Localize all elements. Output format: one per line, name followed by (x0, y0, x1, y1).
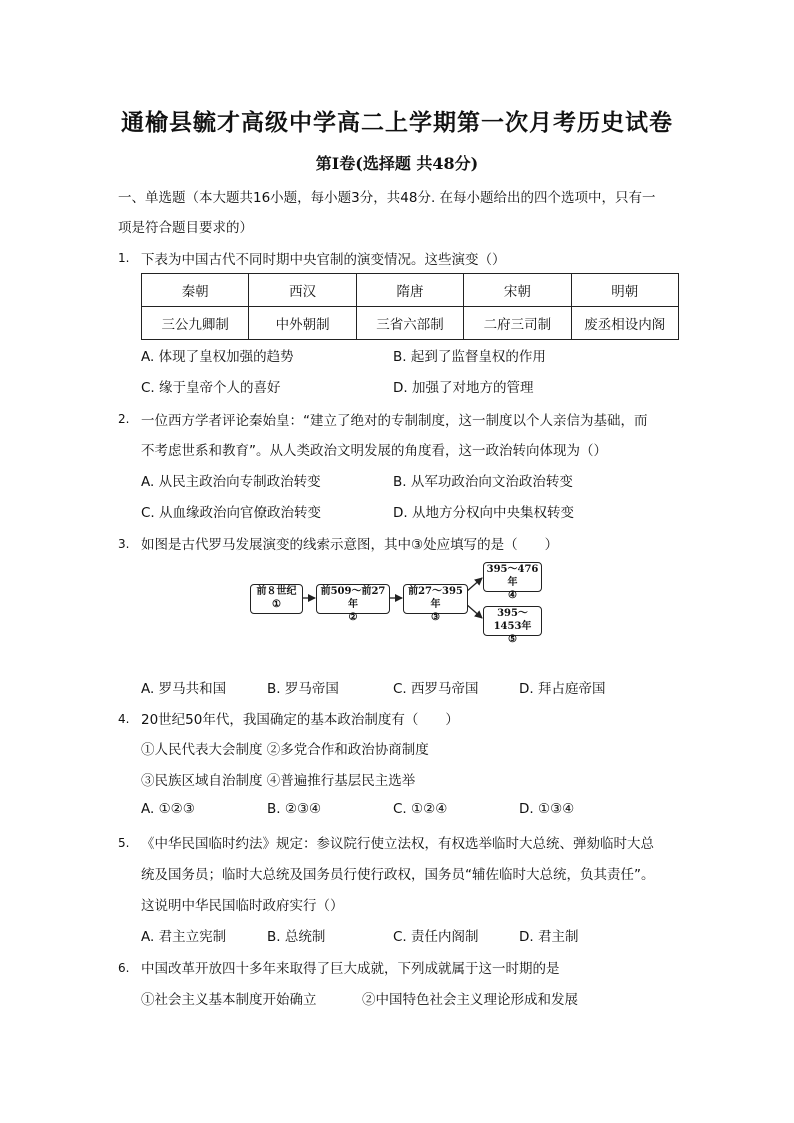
diagram-box-5 (483, 606, 542, 645)
q4-option-c[interactable]: C. ①②④ (393, 801, 448, 817)
diagram-box-2-label: 前509～前27年 (320, 586, 386, 610)
q4-number: 4. (118, 712, 130, 726)
diagram-box-4 (483, 562, 542, 601)
q3-number: 3. (118, 537, 130, 551)
q6-choice-1: ①社会主义基本制度开始确立 (141, 992, 317, 1008)
diagram-box-2-marker: ② (348, 612, 358, 623)
table-cell: 秦朝 (142, 274, 249, 307)
table-cell: 二府三司制 (464, 307, 571, 340)
q5-option-c[interactable]: C. 责任内阁制 (393, 929, 479, 945)
q2-stem-line1: 一位西方学者评论秦始皇：“建立了绝对的专制制度，这一制度以个人亲信为基础，而 (141, 413, 648, 429)
table-cell: 中外朝制 (249, 307, 356, 340)
q2-stem-line2: 不考虑世系和教育”。从人类政治文明发展的角度看，这一政治转向体现为（） (141, 443, 607, 459)
q1-option-b[interactable]: B. 起到了监督皇权的作用 (393, 349, 546, 365)
diagram-box-1 (250, 584, 303, 614)
exam-title: 通榆县毓才高级中学高二上学期第一次月考历史试卷 (121, 109, 673, 136)
diagram-box-4-marker: ④ (508, 590, 517, 601)
q3-stem: 如图是古代罗马发展演变的线索示意图，其中③处应填写的是（ ） (141, 537, 559, 553)
table-cell: 废丞相设内阁 (571, 307, 678, 340)
q4-option-b[interactable]: B. ②③④ (267, 801, 322, 817)
q1-option-c[interactable]: C. 缘于皇帝个人的喜好 (141, 380, 281, 396)
q6-number: 6. (118, 961, 130, 975)
q5-number: 5. (118, 836, 130, 850)
q1-stem: 下表为中国古代不同时期中央官制的演变情况。这些演变（） (141, 252, 506, 268)
q4-option-a[interactable]: A. ①②③ (141, 801, 195, 817)
q6-choice-2: ②中国特色社会主义理论形成和发展 (362, 992, 578, 1008)
q1-number: 1. (118, 251, 130, 265)
q4-stem: 20世纪50年代，我国确定的基本政治制度有（ ） (141, 712, 459, 728)
table-cell: 明朝 (571, 274, 678, 307)
q6-stem: 中国改革开放四十多年来取得了巨大成就，下列成就属于这一时期的是 (141, 961, 560, 977)
q2-option-a[interactable]: A. 从民主政治向专制政治转变 (141, 474, 321, 490)
q2-number: 2. (118, 412, 130, 426)
table-cell: 三公九卿制 (142, 307, 249, 340)
section-instructions-line2: 项是符合题目要求的） (118, 220, 253, 236)
q5-stem-line2: 统及国务员；临时大总统及国务员行使行政权，国务员“辅佐临时大总统，负其责任”。 (141, 867, 655, 883)
q5-stem-line3: 这说明中华民国临时政府实行（） (141, 898, 344, 914)
table-cell: 西汉 (249, 274, 356, 307)
q5-stem-line1: 《中华民国临时约法》规定：参议院行使立法权，有权选举临时大总统、弹劾临时大总 (141, 836, 654, 852)
exam-subtitle: 第Ⅰ卷(选择题 共48分) (315, 154, 479, 173)
table-cell: 三省六部制 (356, 307, 463, 340)
diagram-box-3-label: 前27～395年 (408, 586, 463, 610)
q4-option-d[interactable]: D. ①③④ (519, 801, 575, 817)
table-cell: 隋唐 (356, 274, 463, 307)
diagram-box-4-label: 395～476年 (486, 564, 539, 588)
table-cell: 宋朝 (464, 274, 571, 307)
diagram-box-5-marker: ⑤ (508, 634, 517, 645)
arrow-3-5 (466, 604, 482, 618)
q1-option-d[interactable]: D. 加强了对地方的管理 (393, 380, 534, 396)
q3-option-d[interactable]: D. 拜占庭帝国 (519, 681, 606, 697)
q2-option-b[interactable]: B. 从军功政治向文治政治转变 (393, 474, 573, 490)
diagram-box-1-marker: ① (272, 599, 281, 610)
section-instructions-line1: 一、单选题（本大题共16小题，每小题3分，共48分. 在每小题给出的四个选项中，只有一 (118, 190, 656, 206)
diagram-box-3-marker: ③ (431, 612, 440, 623)
diagram-box-2 (316, 584, 390, 623)
diagram-box-5-label: 395～1453年 (493, 608, 532, 632)
q2-option-c[interactable]: C. 从血缘政治向官僚政治转变 (141, 505, 322, 521)
diagram-box-1-label: 前８世纪 (256, 586, 297, 597)
q4-choices-line1: ①人民代表大会制度 ②多党合作和政治协商制度 (141, 742, 429, 758)
diagram-box-3 (403, 584, 468, 623)
q3-option-c[interactable]: C. 西罗马帝国 (393, 681, 479, 697)
q3-option-a[interactable]: A. 罗马共和国 (141, 681, 227, 697)
q3-option-b[interactable]: B. 罗马帝国 (267, 681, 339, 697)
q5-option-a[interactable]: A. 君主立宪制 (141, 929, 227, 945)
q1-option-a[interactable]: A. 体现了皇权加强的趋势 (141, 349, 294, 365)
q5-option-d[interactable]: D. 君主制 (519, 929, 579, 945)
arrow-3-4 (466, 578, 482, 592)
q4-choices-line2: ③民族区域自治制度 ④普遍推行基层民主选举 (141, 773, 416, 789)
q5-option-b[interactable]: B. 总统制 (267, 929, 326, 945)
q2-option-d[interactable]: D. 从地方分权向中央集权转变 (393, 505, 574, 521)
